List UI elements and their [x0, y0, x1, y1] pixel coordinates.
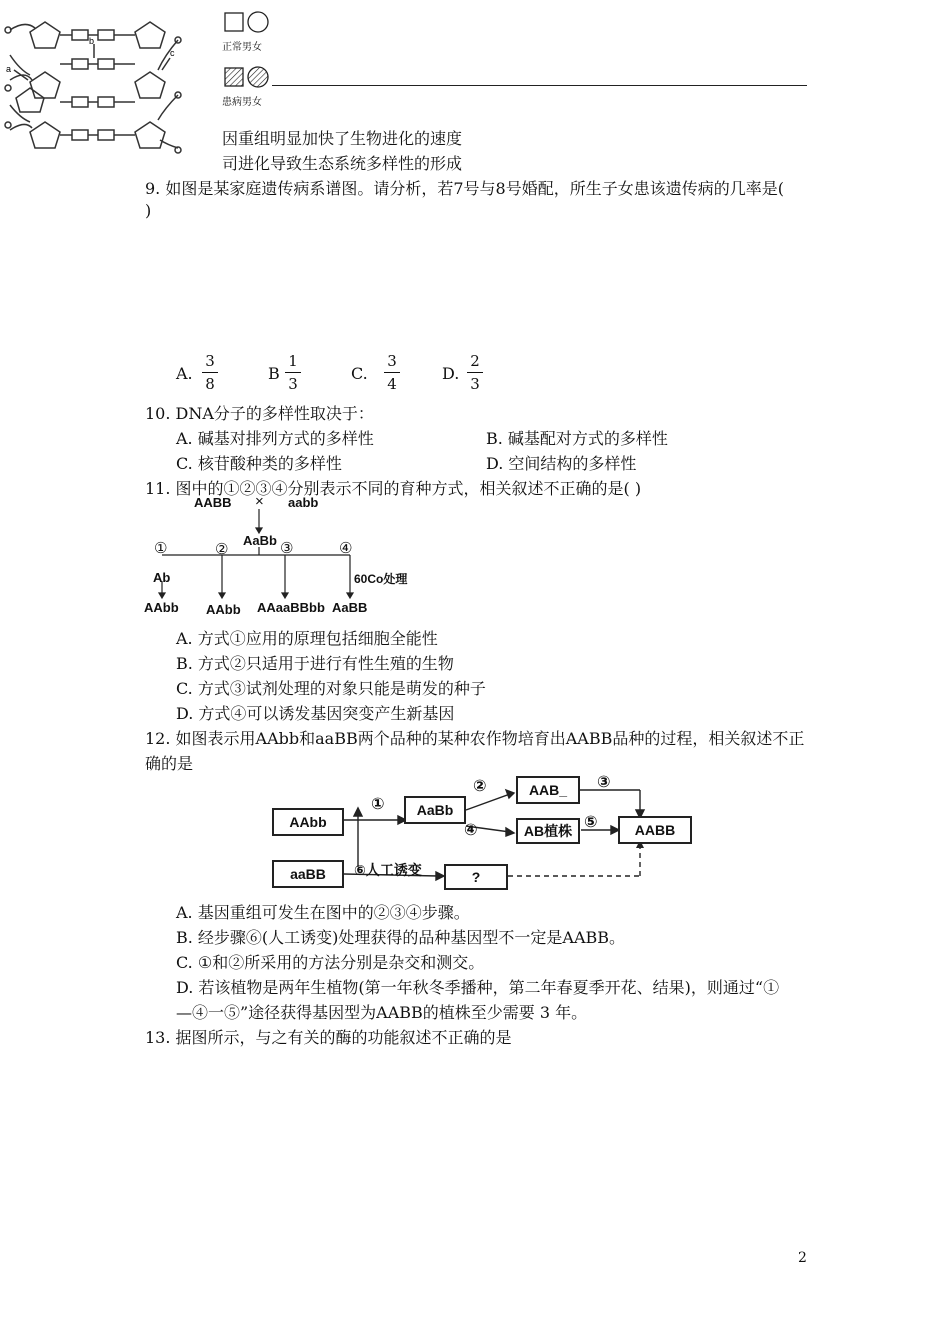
q10-option-b: B. 碱基配对方式的多样性 — [486, 429, 668, 448]
q12-option-a: A. 基因重组可发生在图中的②③④步骤。 — [176, 903, 470, 922]
page-number: 2 — [798, 1250, 807, 1266]
q10-stem: 10. DNA分子的多样性取决于： — [145, 404, 374, 423]
cross-symbol: × — [255, 493, 264, 510]
f1-aabb: AaBb — [243, 533, 277, 548]
q9-option-b-label: B — [268, 364, 280, 383]
step-1: ① — [371, 796, 385, 813]
q12-option-d-line1: D. 若该植物是两年生植物(第一年秋冬季播种，第二年春夏季开花、结果)，则通过“① — [176, 978, 780, 997]
numerator: 1 — [288, 352, 298, 370]
q10-option-c: C. 核苷酸种类的多样性 — [176, 454, 342, 473]
box-ab-plant: AB植株 — [516, 818, 580, 844]
q12-option-b: B. 经步骤⑥(人工诱变)处理获得的品种基因型不一定是AABB。 — [176, 928, 626, 947]
pedigree-divider — [272, 85, 807, 86]
q9-option-b-fraction — [285, 352, 301, 393]
parent-aabb-lower: aabb — [288, 495, 319, 510]
dna-label-c: c — [170, 48, 175, 58]
q9-option-c-fraction — [384, 352, 400, 393]
denominator: 3 — [470, 375, 480, 393]
pedigree-legend — [222, 10, 282, 108]
numerator: 2 — [470, 352, 480, 370]
result-1: AAbb — [144, 600, 179, 615]
dna-structure-figure — [0, 0, 190, 165]
legend-affected-label: 患病男女 — [222, 97, 262, 108]
step-2: ② — [473, 778, 487, 795]
box-aabb-parent: AAbb — [272, 808, 344, 836]
result-3: AAaaBBbb — [257, 600, 325, 615]
q11-breeding-diagram — [140, 495, 440, 620]
denominator: 8 — [205, 375, 215, 393]
parent-aabb-upper: AABB — [194, 495, 232, 510]
box-target-aabb: AABB — [618, 816, 692, 844]
method-4: ④ — [339, 540, 353, 557]
q11-option-d: D. 方式④可以诱发基因突变产生新基因 — [176, 704, 455, 723]
q10-option-d: D. 空间结构的多样性 — [486, 454, 637, 473]
q9-option-c-label: C. — [351, 364, 368, 383]
q9-option-a-label: A. — [176, 364, 193, 383]
affected-symbols — [222, 65, 272, 91]
q9-stem-line2: ) — [145, 201, 152, 220]
q9-option-a-fraction — [202, 352, 218, 393]
step-6-mutagenesis: ⑥人工诱变 — [354, 862, 422, 878]
box-f1: AaBb — [404, 796, 466, 824]
method-2: ② — [215, 541, 229, 558]
q12-stem-line1: 12. 如图表示用AAbb和aaBB两个品种的某种农作物培育出AABB品种的过程，相关叙述不正 — [145, 729, 805, 748]
q11-option-c: C. 方式③试剂处理的对象只能是萌发的种子 — [176, 679, 486, 698]
result-4: AaBB — [332, 600, 368, 615]
q9-option-d-label: D. — [442, 364, 460, 383]
q11-option-b: B. 方式②只适用于进行有性生殖的生物 — [176, 654, 454, 673]
q9-stem-line1: 9. 如图是某家庭遗传病系谱图。请分析，若7号与8号婚配，所生子女患该遗传病的几率是( — [145, 179, 784, 198]
q12-breeding-flowchart — [268, 772, 688, 897]
co60-treatment: 60Co处理 — [354, 572, 408, 586]
result-2: AAbb — [206, 602, 241, 617]
q12-option-c: C. ①和②所采用的方法分别是杂交和测交。 — [176, 953, 485, 972]
step-4: ④ — [464, 822, 478, 839]
q12-stem-line2: 确的是 — [145, 754, 194, 773]
denominator: 3 — [288, 375, 298, 393]
numerator: 3 — [205, 352, 215, 370]
numerator: 3 — [387, 352, 397, 370]
normal-symbols — [222, 10, 272, 36]
method-3: ③ — [280, 540, 294, 557]
box-aab-blank: AAB_ — [516, 776, 580, 804]
step-5: ⑤ — [584, 814, 598, 831]
method-1: ① — [154, 540, 168, 557]
denominator: 4 — [387, 375, 397, 393]
q10-option-a: A. 碱基对排列方式的多样性 — [176, 429, 374, 448]
step-3: ③ — [597, 774, 611, 791]
dna-label-a: a — [6, 64, 12, 74]
q8-fragment-2: 司进化导致生态系统多样性的形成 — [222, 154, 463, 173]
q8-fragment-1: 因重组明显加快了生物进化的速度 — [222, 129, 463, 148]
intermediate-ab: Ab — [153, 570, 171, 585]
q9-option-d-fraction — [467, 352, 483, 393]
q11-option-a: A. 方式①应用的原理包括细胞全能性 — [176, 629, 438, 648]
box-unknown: ? — [444, 864, 508, 890]
q12-option-d-line2: —④一⑤”途径获得基因型为AABB的植株至少需要 3 年。 — [176, 1003, 588, 1022]
box-aabb-parent-2: aaBB — [272, 860, 344, 888]
q11-stem: 11. 图中的①②③④分别表示不同的育种方式，相关叙述不正确的是( ) — [145, 479, 642, 498]
legend-normal-label: 正常男女 — [222, 42, 262, 53]
dna-label-b: b — [89, 36, 95, 46]
q13-stem: 13. 据图所示，与之有关的酶的功能叙述不正确的是 — [145, 1028, 512, 1047]
